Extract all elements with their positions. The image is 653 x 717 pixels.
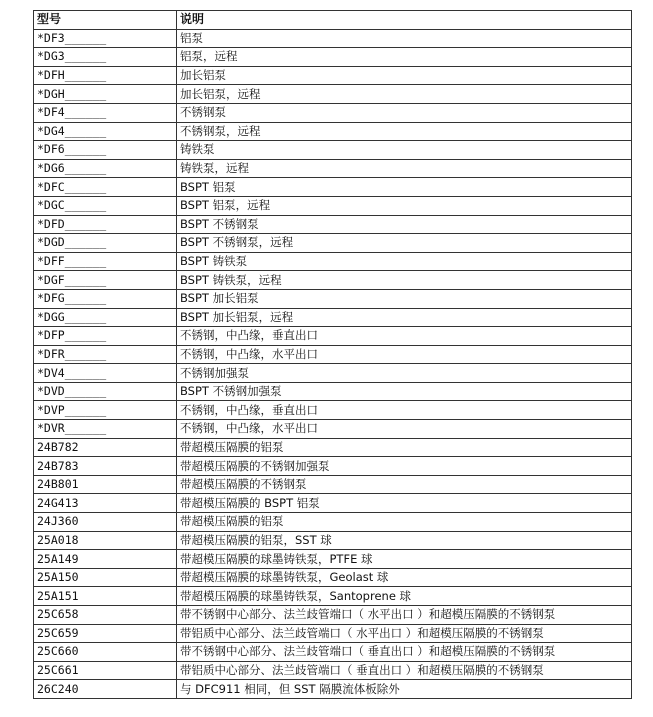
description-cell: 带不锈钢中心部分、法兰歧管端口（ 水平出口 ）和超模压隔膜的不锈钢泵 — [177, 606, 632, 625]
table-row — [34, 66, 632, 85]
table-row — [34, 494, 632, 513]
model-cell: *DFH______ — [34, 66, 177, 85]
description-cell: 铝泵 — [177, 29, 632, 48]
model-cell: *DFF______ — [34, 252, 177, 271]
table-row — [34, 308, 632, 327]
description-cell: 不锈钢，中凸缘，垂直出口 — [177, 327, 632, 346]
table-row — [34, 103, 632, 122]
model-cell: *DFD______ — [34, 215, 177, 234]
column-header-description: 说明 — [177, 11, 632, 30]
table-row — [34, 234, 632, 253]
table-row — [34, 401, 632, 420]
model-cell: *DGG______ — [34, 308, 177, 327]
model-cell: *DFR______ — [34, 345, 177, 364]
model-cell: 25A149 — [34, 550, 177, 569]
table-row — [34, 568, 632, 587]
model-cell: *DG4______ — [34, 122, 177, 141]
description-cell: BSPT 铝泵 — [177, 178, 632, 197]
description-cell: BSPT 铸铁泵，远程 — [177, 271, 632, 290]
table-row — [34, 29, 632, 48]
model-cell: *DF3______ — [34, 29, 177, 48]
table-row — [34, 327, 632, 346]
description-cell: 带超模压隔膜的球墨铸铁泵，PTFE 球 — [177, 550, 632, 569]
table-row — [34, 85, 632, 104]
table-row — [34, 196, 632, 215]
model-cell: *DF6______ — [34, 141, 177, 160]
model-cell: 25A151 — [34, 587, 177, 606]
table-row — [34, 661, 632, 680]
model-cell: 24G413 — [34, 494, 177, 513]
description-cell: 带超模压隔膜的球墨铸铁泵，Santoprene 球 — [177, 587, 632, 606]
table-row — [34, 643, 632, 662]
table-row — [34, 513, 632, 532]
model-cell: 25C658 — [34, 606, 177, 625]
description-cell: 不锈钢加强泵 — [177, 364, 632, 383]
description-cell: BSPT 不锈钢加强泵 — [177, 382, 632, 401]
table-row — [34, 457, 632, 476]
model-cell: *DGC______ — [34, 196, 177, 215]
model-cell: *DVD______ — [34, 382, 177, 401]
table-body — [34, 29, 632, 698]
model-description-table — [33, 10, 632, 699]
description-cell: 加长铝泵，远程 — [177, 85, 632, 104]
table-row — [34, 587, 632, 606]
table-row — [34, 271, 632, 290]
description-cell: BSPT 不锈钢泵，远程 — [177, 234, 632, 253]
table-row — [34, 178, 632, 197]
description-cell: 与 DFC911 相同，但 SST 隔膜流体板除外 — [177, 680, 632, 699]
model-cell: *DGF______ — [34, 271, 177, 290]
model-cell: *DFG______ — [34, 289, 177, 308]
description-cell: 带超模压隔膜的不锈钢泵 — [177, 475, 632, 494]
description-cell: 带超模压隔膜的不锈钢加强泵 — [177, 457, 632, 476]
table-row — [34, 550, 632, 569]
table-row — [34, 624, 632, 643]
table-header-row — [34, 11, 632, 30]
table-row — [34, 345, 632, 364]
table-row — [34, 215, 632, 234]
table-row — [34, 141, 632, 160]
description-cell: 铸铁泵，远程 — [177, 159, 632, 178]
table-row — [34, 48, 632, 67]
model-cell: *DFC______ — [34, 178, 177, 197]
description-cell: 带铝质中心部分、法兰歧管端口（ 垂直出口 ）和超模压隔膜的不锈钢泵 — [177, 661, 632, 680]
description-cell: 带超模压隔膜的 BSPT 铝泵 — [177, 494, 632, 513]
table-row — [34, 159, 632, 178]
description-cell: 加长铝泵 — [177, 66, 632, 85]
model-cell: 25C661 — [34, 661, 177, 680]
description-cell: 带超模压隔膜的铝泵 — [177, 513, 632, 532]
description-cell: 不锈钢泵，远程 — [177, 122, 632, 141]
model-cell: *DV4______ — [34, 364, 177, 383]
table-row — [34, 382, 632, 401]
table-row — [34, 475, 632, 494]
table-row — [34, 606, 632, 625]
model-cell: *DGH______ — [34, 85, 177, 104]
table-row — [34, 289, 632, 308]
column-header-model: 型号 — [34, 11, 177, 30]
description-cell: 不锈钢，中凸缘，垂直出口 — [177, 401, 632, 420]
model-cell: *DVR______ — [34, 420, 177, 439]
table-row — [34, 122, 632, 141]
model-cell: 25C660 — [34, 643, 177, 662]
description-cell: BSPT 铝泵，远程 — [177, 196, 632, 215]
model-cell: 26C240 — [34, 680, 177, 699]
table-row — [34, 680, 632, 699]
model-cell: *DFP______ — [34, 327, 177, 346]
description-cell: 带超模压隔膜的铝泵 — [177, 438, 632, 457]
model-cell: 24J360 — [34, 513, 177, 532]
model-cell: 25A150 — [34, 568, 177, 587]
description-cell: 带超模压隔膜的铝泵，SST 球 — [177, 531, 632, 550]
description-cell: 铝泵，远程 — [177, 48, 632, 67]
model-cell: *DGD______ — [34, 234, 177, 253]
description-cell: 带铝质中心部分、法兰歧管端口（ 水平出口 ）和超模压隔膜的不锈钢泵 — [177, 624, 632, 643]
description-cell: BSPT 铸铁泵 — [177, 252, 632, 271]
description-cell: 不锈钢泵 — [177, 103, 632, 122]
model-cell: *DF4______ — [34, 103, 177, 122]
model-cell: 25C659 — [34, 624, 177, 643]
description-cell: 不锈钢，中凸缘，水平出口 — [177, 420, 632, 439]
description-cell: 带不锈钢中心部分、法兰歧管端口（ 垂直出口 ）和超模压隔膜的不锈钢泵 — [177, 643, 632, 662]
table-row — [34, 438, 632, 457]
table-row — [34, 420, 632, 439]
model-cell: *DVP______ — [34, 401, 177, 420]
description-cell: BSPT 不锈钢泵 — [177, 215, 632, 234]
description-cell: BSPT 加长铝泵 — [177, 289, 632, 308]
model-cell: 24B783 — [34, 457, 177, 476]
model-cell: 24B782 — [34, 438, 177, 457]
description-cell: 不锈钢，中凸缘，水平出口 — [177, 345, 632, 364]
model-cell: *DG6______ — [34, 159, 177, 178]
model-cell: 24B801 — [34, 475, 177, 494]
table-row — [34, 364, 632, 383]
model-cell: 25A018 — [34, 531, 177, 550]
description-cell: 带超模压隔膜的球墨铸铁泵，Geolast 球 — [177, 568, 632, 587]
model-cell: *DG3______ — [34, 48, 177, 67]
description-cell: 铸铁泵 — [177, 141, 632, 160]
table-row — [34, 252, 632, 271]
table-row — [34, 531, 632, 550]
description-cell: BSPT 加长铝泵，远程 — [177, 308, 632, 327]
